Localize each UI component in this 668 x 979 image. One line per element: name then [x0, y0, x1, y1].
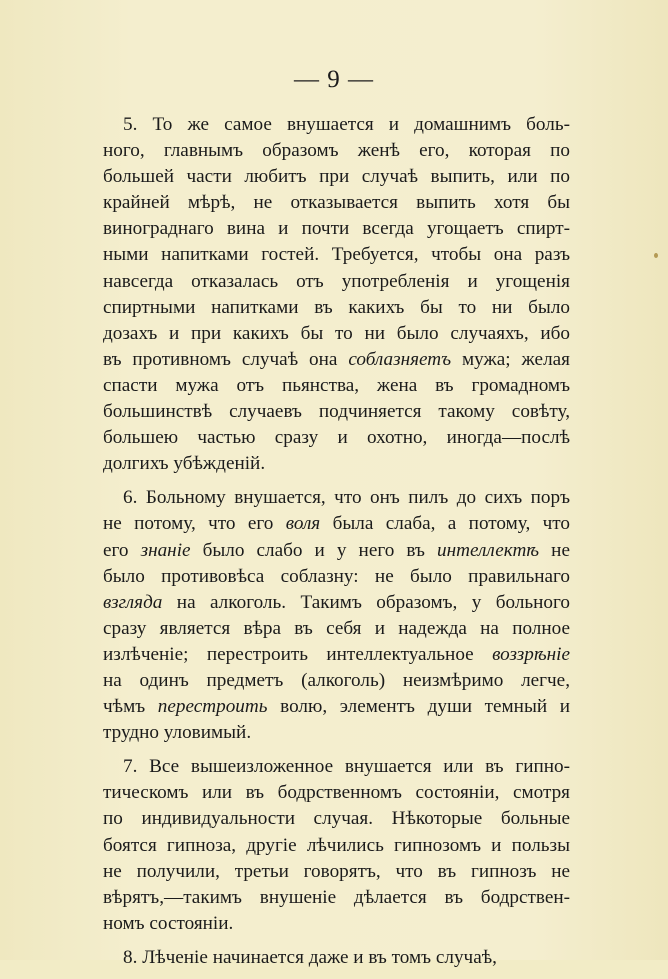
text-segment: излѣченіе; перестроить интеллектуальное: [103, 643, 493, 665]
text-segment: чѣмъ: [103, 696, 158, 718]
text-line: [103, 564, 570, 590]
text-line: [103, 694, 570, 720]
text-line: [103, 321, 570, 347]
paragraph-p8: [103, 945, 570, 971]
text-line: [103, 885, 570, 911]
text-segment: не получили, третьи говорятъ, что въ гипнозъ не: [103, 860, 570, 882]
text-line: [103, 216, 570, 242]
text-segment: большею частью сразу и охотно, иногда—послѣ: [103, 427, 570, 449]
text-line: [103, 373, 570, 399]
text-line: [103, 399, 570, 425]
text-segment: вѣрятъ,—такимъ внушеніе дѣлается въ бодрствен-: [103, 886, 570, 908]
text-line: [103, 451, 570, 477]
text-line: [103, 112, 570, 138]
text-segment: 8. Лѣченіе начинается даже и въ томъ случаѣ,: [123, 946, 497, 968]
paper-stain: [654, 253, 658, 258]
paragraph-p6: [103, 485, 570, 746]
text-segment: тическомъ или въ бодрственномъ состояніи, смотря: [103, 782, 570, 804]
text-segment: мужа; желая: [451, 348, 570, 370]
text-segment: винограднаго вина и почти всегда угощаетъ спирт-: [103, 218, 570, 240]
text-segment: номъ состояніи.: [103, 912, 234, 934]
text-segment: волю, элементъ души темный и: [267, 696, 571, 718]
text-segment: 7. Все вышеизложенное внушается или въ гипно-: [123, 756, 570, 778]
italic-word: взгляда: [103, 591, 163, 613]
text-segment: на одинъ предметъ (алкоголь) неизмѣримо легче,: [103, 669, 570, 691]
italic-word: соблазняетъ: [348, 348, 452, 370]
text-segment: не потому, что его: [103, 513, 286, 535]
text-segment: крайней мѣрѣ, не отказывается выпить хотя бы: [103, 192, 570, 214]
text-segment: ного, главнымъ образомъ женѣ его, которая по: [103, 140, 570, 162]
text-segment: спасти мужа отъ пьянства, жена въ громадномъ: [103, 374, 570, 396]
italic-word: воля: [285, 513, 321, 535]
text-segment: его: [103, 539, 141, 561]
text-line: [103, 511, 570, 537]
text-line: [103, 190, 570, 216]
text-line: [103, 911, 570, 937]
text-segment: ными напитками гостей. Требуется, чтобы она разъ: [103, 244, 570, 266]
text-segment: дозахъ и при какихъ бы то ни было случаяхъ, ибо: [103, 322, 570, 344]
text-segment: было слабо и у него въ: [190, 539, 437, 561]
body-text: [103, 112, 570, 979]
italic-word: знаніе: [140, 539, 191, 561]
text-segment: 6. Больному внушается, что онъ пилъ до сихъ поръ: [123, 487, 570, 509]
text-line: [103, 616, 570, 642]
text-line: [103, 780, 570, 806]
page-number: — 9 —: [294, 66, 374, 93]
italic-word: интеллектѣ: [436, 539, 540, 561]
text-line: [103, 668, 570, 694]
text-segment: была слаба, а потому, что: [320, 513, 571, 535]
text-segment: сразу является вѣра въ себя и надежда на полное: [103, 617, 570, 639]
text-segment: большей части любитъ при случаѣ выпить, или по: [103, 166, 570, 188]
text-line: [103, 945, 570, 971]
text-segment: въ противномъ случаѣ она: [103, 348, 349, 370]
text-segment: долгихъ убѣжденій.: [103, 453, 266, 475]
text-segment: спиртными напитками въ какихъ бы то ни было: [103, 296, 570, 318]
text-line: [103, 642, 570, 668]
text-segment: навсегда отказалась отъ употребленія и угощенія: [103, 270, 570, 292]
italic-word: воззрѣніе: [492, 643, 570, 665]
text-line: [103, 590, 570, 616]
text-line: [103, 242, 570, 268]
text-line: [103, 138, 570, 164]
text-line: [103, 485, 570, 511]
text-line: [103, 269, 570, 295]
paragraph-p7: [103, 754, 570, 937]
text-line: [103, 295, 570, 321]
text-line: [103, 806, 570, 832]
text-line: [103, 754, 570, 780]
text-line: [103, 164, 570, 190]
text-segment: не: [539, 539, 570, 561]
text-segment: 5. То же самое внушается и домашнимъ боль-: [123, 114, 570, 135]
text-line: [103, 833, 570, 859]
text-segment: большинствѣ случаевъ подчиняется такому совѣту,: [103, 401, 570, 423]
text-line: [103, 859, 570, 885]
text-segment: боятся гипноза, другіе лѣчились гипнозомъ и пользы: [103, 834, 570, 856]
text-line: [103, 720, 570, 746]
text-line: [103, 347, 570, 373]
text-segment: по индивидуальности случая. Нѣкоторые больные: [103, 808, 570, 830]
text-segment: было противовѣса соблазну: не было правильнаго: [103, 565, 570, 587]
italic-word: перестроить: [157, 696, 268, 718]
text-line: [103, 425, 570, 451]
paragraph-p5: [103, 112, 570, 477]
text-line: [103, 538, 570, 564]
text-segment: на алкоголь. Такимъ образомъ, у больного: [162, 591, 570, 613]
text-segment: трудно уловимый.: [103, 722, 252, 744]
